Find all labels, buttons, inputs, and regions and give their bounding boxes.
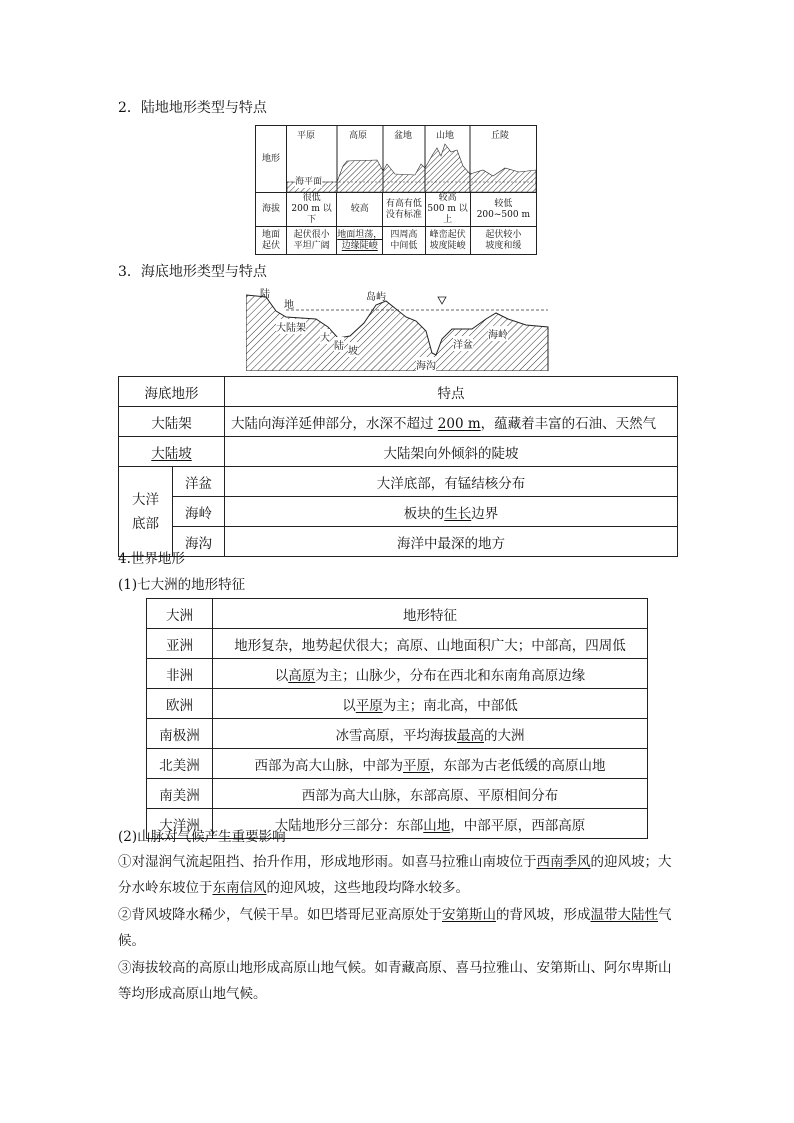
label-di: 地 <box>284 300 294 311</box>
cell-north-america-desc: 西部为高大山脉，中部为平原，东部为古老低缓的高原山地 <box>213 749 648 779</box>
row-label-relief: 地面 起伏 <box>256 227 287 255</box>
cell-south-america-desc: 西部为高大山脉，东部高原、平原相间分布 <box>213 779 648 809</box>
sea-level-label: 海平面 <box>295 177 323 187</box>
terrain-profile-cell <box>287 126 537 193</box>
cell-basin-desc: 大洋底部，有锰结核分布 <box>225 467 678 497</box>
cell-basin: 洋盆 <box>173 467 225 497</box>
cell-ridge: 海岭 <box>173 497 225 527</box>
cell-slope: 大陆坡 <box>119 437 225 467</box>
row-label-altitude: 海拔 <box>256 193 287 227</box>
type-mountain: 山地 <box>436 131 455 141</box>
section-2-title: 2．陆地地形类型与特点 <box>118 100 267 116</box>
label-basin: 洋盆 <box>453 336 473 351</box>
rel-hill: 起伏较小 坡度和缓 <box>470 227 536 255</box>
alt-plain: 很低 200 m 以下 <box>287 193 337 227</box>
rel-plateau: 地面坦荡， 边缘陡峻 <box>337 227 383 255</box>
paragraph-1: ①对湿润气流起阻挡、抬升作用，形成地形雨。如喜马拉雅山南坡位于西南季风的迎风坡；大分水岭东坡位于东南信风的迎风坡，这些地段均降水较多。 <box>118 854 672 896</box>
cell-asia-desc: 地形复杂，地势起伏很大；高原、山地面积广大；中部高，四周低 <box>213 629 648 659</box>
seafloor-table <box>118 376 678 557</box>
label-ridge: 海岭 <box>488 326 508 341</box>
type-hill: 丘陵 <box>491 131 510 141</box>
row-label-terrain: 地形 <box>256 126 287 193</box>
section-4-title: 4.世界地形 <box>118 551 185 567</box>
land-terrain-table <box>255 125 537 255</box>
th-features: 特点 <box>225 377 678 407</box>
th-seafloor-type: 海底地形 <box>119 377 225 407</box>
alt-hill: 较低 200~500 m <box>470 193 536 227</box>
cell-asia: 亚洲 <box>147 629 213 659</box>
label-slope-2: 陆 <box>334 337 344 352</box>
th-terrain-features: 地形特征 <box>213 599 648 629</box>
sub-heading-1: (1)七大洲的地形特征 <box>118 577 246 593</box>
paragraph-2: ②背风坡降水稀少，气候干旱。如巴塔哥尼亚高原处于安第斯山的背风坡，形成温带大陆性气候。 <box>118 907 672 949</box>
alt-basin: 有高有低 没有标准 <box>383 193 425 227</box>
section-3-title: 3．海底地形类型与特点 <box>118 264 267 280</box>
alt-plateau: 较高 <box>337 193 383 227</box>
cell-africa-desc: 以高原为主；山脉少，分布在西北和东南角高原边缘 <box>213 659 648 689</box>
cell-europe-desc: 以平原为主；南北高，中部低 <box>213 689 648 719</box>
cell-oceania-desc: 大陆地形分三部分：东部山地，中部平原，西部高原 <box>213 809 648 839</box>
cell-antarctica-desc: 冰雪高原，平均海拔最高的大洲 <box>213 719 648 749</box>
sub-heading-2: (2)山脉对气候产生重要影响 <box>118 829 286 845</box>
type-basin: 盆地 <box>394 131 413 141</box>
cell-south-america: 南美洲 <box>147 779 213 809</box>
continents-table <box>146 598 648 839</box>
cell-oceania: 大洋洲 <box>147 809 213 839</box>
label-shelf: 大陆架 <box>276 319 306 334</box>
type-plateau: 高原 <box>349 131 368 141</box>
cell-antarctica: 南极洲 <box>147 719 213 749</box>
cell-north-america: 北美洲 <box>147 749 213 779</box>
label-trench: 海沟 <box>416 357 436 372</box>
cell-shelf-desc: 大陆向海洋延伸部分，水深不超过 200 m，蕴藏着丰富的石油、天然气 <box>225 407 678 437</box>
cell-africa: 非洲 <box>147 659 213 689</box>
cell-trench: 海沟 <box>173 527 225 557</box>
seafloor-profile <box>246 283 550 371</box>
label-slope-1: 大 <box>320 329 330 344</box>
label-island: 岛屿 <box>366 292 386 303</box>
th-continent: 大洲 <box>147 599 213 629</box>
rel-basin: 四周高 中间低 <box>383 227 425 255</box>
cell-ocean-floor: 大洋 底部 <box>119 467 173 557</box>
cell-trench-desc: 海洋中最深的地方 <box>225 527 678 557</box>
cell-ridge-desc: 板块的生长边界 <box>225 497 678 527</box>
cell-slope-desc: 大陆架向外倾斜的陡坡 <box>225 437 678 467</box>
rel-mountain: 峰峦起伏 坡度陡峻 <box>425 227 470 255</box>
label-lu: 陆 <box>260 289 270 300</box>
label-slope-3: 坡 <box>348 342 358 357</box>
cell-shelf: 大陆架 <box>119 407 225 437</box>
alt-mountain: 较高 500 m 以上 <box>425 193 470 227</box>
rel-plain: 起伏很小 平坦广阔 <box>287 227 337 255</box>
paragraph-3: ③海拔较高的高原山地形成高原山地气候。如青藏高原、喜马拉雅山、安第斯山、阿尔卑斯山等均形成高原山地气候。 <box>118 960 672 1002</box>
cell-europe: 欧洲 <box>147 689 213 719</box>
type-plain: 平原 <box>297 131 316 141</box>
